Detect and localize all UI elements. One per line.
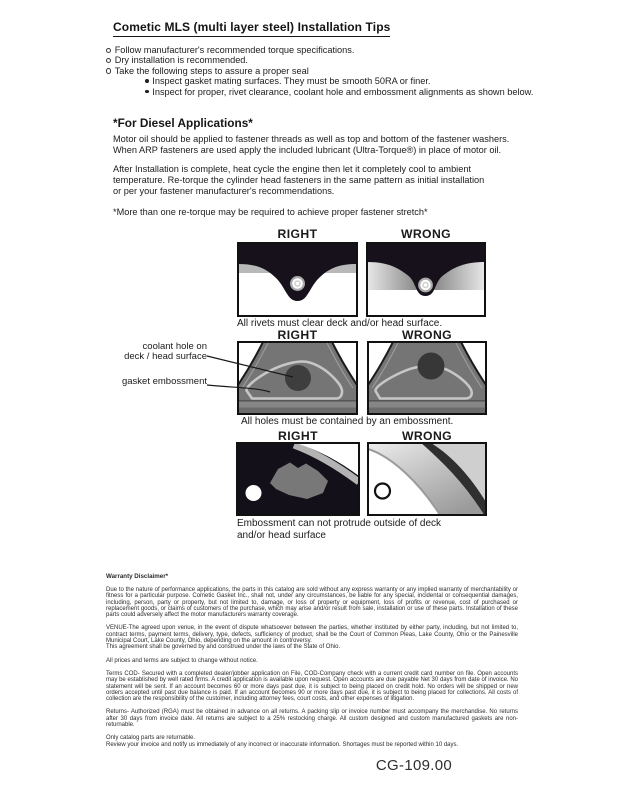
row1-caption: All rivets must clear deck and/or head surface. bbox=[237, 318, 443, 329]
installation-tips-list bbox=[106, 45, 533, 97]
row2-wrong-label: WRONG bbox=[401, 328, 453, 342]
tip-item bbox=[106, 55, 533, 65]
diesel-section-heading: *For Diesel Applications* bbox=[113, 116, 253, 130]
coolant-hole bbox=[418, 353, 445, 380]
legal-paragraph: Only catalog parts are returnable. bbox=[106, 735, 196, 742]
rivet-icon bbox=[290, 276, 305, 291]
page-title: Cometic MLS (multi layer steel) Installation Tips bbox=[113, 20, 390, 37]
tip-item bbox=[106, 45, 533, 55]
sub-tip-item bbox=[145, 87, 533, 97]
row3-wrong-panel bbox=[367, 442, 487, 516]
row2-wrong-panel bbox=[367, 341, 487, 415]
legal-paragraph: All prices and terms are subject to change without notice. bbox=[106, 657, 258, 664]
open-bullet-icon bbox=[106, 58, 111, 63]
row3-right-label: RIGHT bbox=[278, 429, 318, 443]
row1-wrong-label: WRONG bbox=[400, 227, 452, 241]
legal-paragraph: Review your invoice and notify us immediately of any incorrect or inaccurate information. Shortages must be reported within 10 days. bbox=[106, 741, 459, 748]
paragraph-line: After Installation is complete, heat cycle the engine then let it completely cool to ambient bbox=[113, 164, 471, 174]
tip-text: Follow manufacturer's recommended torque specifications. bbox=[114, 45, 355, 55]
open-bullet-icon bbox=[106, 48, 111, 53]
legal-paragraph: Returns- Authorized (RGA) must be obtained in advance on all returns. A packing slip or invoice number must accompany the merchandise. No returns after 30 days from invoice date. All returns are subject to a 25% restocking charge. All custom designed and custom manufactured gaskets are non-returnable. bbox=[106, 709, 518, 729]
legal-paragraph: This agreement shall be governed by and construed under the laws of the State of Ohio. bbox=[106, 644, 341, 651]
row3-wrong-label: WRONG bbox=[401, 429, 453, 443]
diesel-paragraph-2 bbox=[113, 164, 484, 196]
diesel-paragraph-1 bbox=[113, 134, 509, 156]
paragraph-line: Motor oil should be applied to fastener threads as well as top and bottom of the fastener washers. bbox=[113, 134, 510, 144]
page-number: CG-109.00 bbox=[375, 757, 452, 774]
row3-right-panel bbox=[236, 442, 360, 516]
tip-text: Inspect gasket mating surfaces. They must be smooth 50RA or finer. bbox=[152, 76, 431, 87]
sub-tip-item bbox=[145, 76, 533, 86]
paragraph-line: temperature. Re-torque the cylinder head fasteners in the same pattern as initial installation bbox=[113, 174, 485, 185]
tip-text: Dry installation is recommended. bbox=[114, 55, 248, 66]
legal-paragraph: Due to the nature of performance applications, the parts in this catalog are sold without any express warranty or any implied warranty of merchantability or fitness for a particular purpose. Cometic Gasket Inc., shall not, under any circumstances, be liable for any special, incidental or consequential damages, including, person, party or property, but not limited to, damage, or loss of property or equipment, loss of profits or revenue, cost of purchased or replacement goods, or claims of customers of the purchase, which may arise and/or result from sale, installation or use of these parts. Installation of these parts could adversely affect the motor manufacturers warranty coverage. bbox=[106, 587, 518, 619]
legal-paragraph: VENUE-The agreed upon venue, in the event of dispute whatsoever between the parties, whether instituted by either party, including, but not limited to, contract terms, payment terms, delivery, type, defects, sufficiency of product, shall be the Court of Common Pleas, Lake County, Ohio or the Painesville Municipal Court, Lake County, Ohio, depending on the amount in controversy. bbox=[106, 625, 518, 645]
rivet-icon bbox=[418, 278, 433, 293]
tip-item bbox=[106, 66, 533, 76]
gasket-embossment-callout: gasket embossment bbox=[121, 376, 207, 387]
row1-wrong-panel bbox=[366, 242, 486, 317]
legal-paragraph: Terms COD- Secured with a completed dealer/jobber application on File, COD-Company check with a current credit card number on file. Open accounts may be established by well rated firms. A credit application is available upon request. Open accounts are due payable Net 30 days from date of invoice. No statement will be sent. If an account becomes 60 or more days past due, it is subject to being placed on credit hold. No orders will be shipped or new orders accepted until past due balance is paid. If an account becomes 90 or more days past due, it is subject to being placed for collections. All costs of collection are the responsibility of the customer, including attorney fees, court costs, and other expenses of litigation. bbox=[106, 670, 518, 703]
row1-right-panel bbox=[237, 242, 358, 317]
row2-right-panel bbox=[237, 341, 358, 415]
retorque-note: *More than one re-torque may be required to achieve proper fastener stretch* bbox=[113, 207, 428, 217]
warranty-disclaimer-section bbox=[106, 573, 518, 755]
bolt-hole bbox=[246, 485, 262, 501]
tip-text: Inspect for proper, rivet clearance, coolant hole and embossment alignments as shown below. bbox=[152, 86, 534, 97]
row2-caption: All holes must be contained by an embossment. bbox=[241, 416, 454, 427]
open-bullet-icon bbox=[106, 68, 111, 73]
row1-right-label: RIGHT bbox=[277, 227, 318, 241]
row3-caption: Embossment can not protrude outside of deck and/or head surface bbox=[237, 518, 442, 541]
filled-bullet-icon bbox=[145, 90, 149, 94]
bolt-hole bbox=[375, 484, 390, 499]
tip-text: Take the following steps to assure a proper seal bbox=[114, 65, 309, 76]
row2-right-label: RIGHT bbox=[277, 328, 318, 342]
warranty-heading: Warranty Disclaimer* bbox=[106, 573, 169, 580]
paragraph-line: or per your fastener manufacturer's recommendations. bbox=[113, 185, 335, 196]
coolant-hole-callout: coolant hole on deck / head surface bbox=[124, 341, 207, 363]
filled-bullet-icon bbox=[145, 79, 149, 83]
coolant-hole bbox=[285, 365, 311, 391]
paragraph-line: When ARP fasteners are used apply the included lubricant (Ultra-Torque®) in place of motor oil. bbox=[113, 144, 502, 155]
